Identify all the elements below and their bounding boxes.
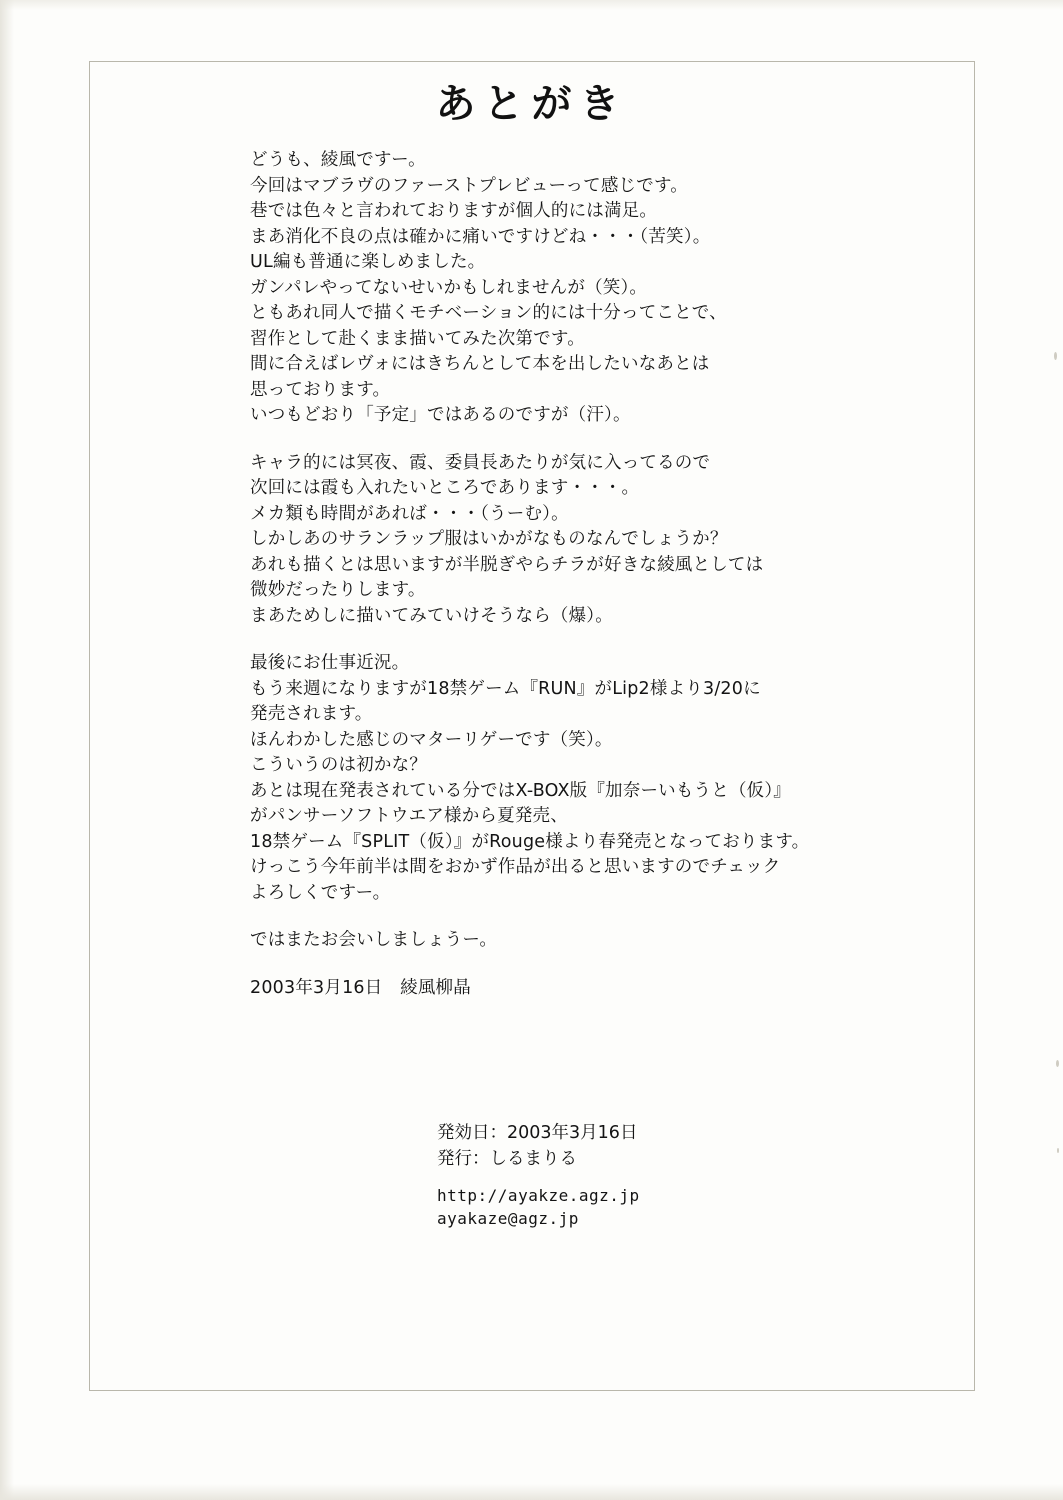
paper-edge-bottom [0,1484,1063,1500]
paragraph-intro [250,148,940,429]
page-title: あとがき [435,81,628,127]
text-line: あれも描くとは思いますが半脱ぎやらチラが好きな綾風としては [250,554,764,575]
text-line: 思っております。 [250,379,391,400]
text-line: キャラ的には冥夜、霞、委員長あたりが気に入ってるので [250,452,711,473]
text-line: 発売されます。 [250,704,373,724]
text-line: 間に合えばレヴォにはきちんとして本を出したいなあとは [250,354,710,374]
colophon-spacer [437,1172,857,1184]
text-line: いつもどおり「予定」ではあるのですが（汗）。 [250,405,631,425]
colophon-url[interactable]: http://ayakze.agz.jp [437,1186,640,1205]
colophon-email[interactable]: ayakaze@agz.jp [437,1209,579,1228]
text-line: こういうのは初かな？ [250,755,427,775]
paper-speck [1057,1148,1059,1153]
text-line: どうも、綾風ですー。 [250,150,426,170]
paper-speck [1054,352,1057,360]
colophon [437,1120,857,1230]
text-line: UL編も普通に楽しめました。 [250,252,486,272]
paper-speck [1056,1060,1059,1067]
text-line: まあためしに描いてみていけそうなら（爆）。 [250,605,613,626]
colophon-publisher: 発行：しるまりる [437,1149,577,1169]
text-line: ではまたお会いしましょうー。 [250,930,498,950]
text-line: 18禁ゲーム『SPLIT（仮）』がRouge様より春発売となっております。 [250,831,810,852]
signature-line: 2003年3月16日 綾風柳晶 [250,977,471,998]
text-line: メカ類も時間があれば・・・（うーむ）。 [250,503,569,524]
text-line: 次回には霞も入れたいところであります・・・。 [250,478,640,498]
colophon-effective-date: 発効日：2003年3月16日 [437,1123,638,1143]
text-line: がパンサーソフトウエア様から夏発売、 [250,806,568,826]
text-line: あとは現在発表されている分ではX-BOX版『加奈ーいもうと（仮）』 [250,780,791,801]
text-line: 今回はマブラヴのファーストプレビューって感じです。 [250,175,688,196]
text-line: ほんわかした感じのマターリゲーです（笑）。 [250,729,613,750]
text-line: まあ消化不良の点は確かに痛いですけどね・・・（苦笑）。 [250,226,711,247]
paragraph-characters [250,451,940,630]
paper-edge-left [0,0,14,1500]
text-line: しかしあのサランラップ服はいかがなものなんでしょうか？ [250,529,728,549]
text-line: 習作として赴くまま描いてみた次第です。 [250,328,585,349]
afterword-body [250,148,940,1001]
paragraph-work-news [250,651,940,906]
text-line: ともあれ同人で描くモチベーション的には十分ってことで、 [250,303,727,323]
text-line: もう来週になりますが18禁ゲーム『RUN』がLip2様より3/20に [250,678,761,699]
text-line: けっこう今年前半は間をおかず作品が出ると思いますのでチェック [250,857,781,877]
paper-edge-top [0,0,1063,10]
text-line: 巷では色々と言われておりますが個人的には満足。 [250,201,658,221]
text-line: よろしくですー。 [250,882,391,903]
text-line: ガンパレやってないせいかもしれませんが（笑）。 [250,277,648,298]
paragraph-closing [250,928,940,954]
text-line: 最後にお仕事近況。 [250,653,410,673]
text-line: 微妙だったりします。 [250,580,426,600]
